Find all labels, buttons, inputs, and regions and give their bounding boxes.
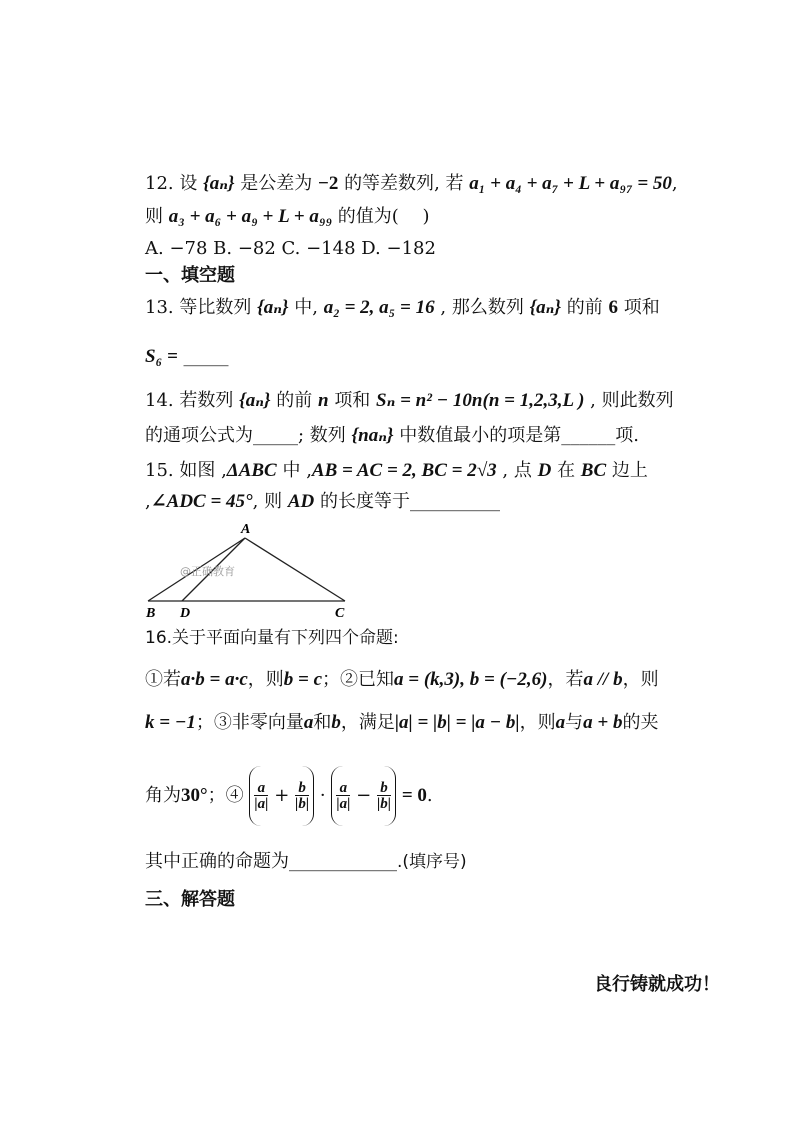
frac-a-1 [254,780,268,812]
q14-text-6: 中数值最小的项是第 [399,425,562,446]
q14-text-2: 项和 [334,390,371,411]
q14-formula: Sₙ = n² − 10n(n = 1,2,3,L ) [376,390,585,411]
q12-line-1 [145,172,678,196]
q12-condition: a₁ + a₄ + a₇ + L + a₉₇ = 50 [469,173,672,194]
q16-equals-zero: = 0 [401,785,427,806]
q12-line-2 [145,205,430,229]
q12-common-difference: −2 [318,173,339,194]
frac-den: |a| [336,796,351,812]
q16-line-4 [145,766,433,826]
frac-den: |b| [295,796,310,812]
q16-sum: a + b [583,712,623,733]
plus-sign: + [274,785,290,806]
q13-sequence-2: {aₙ} [529,297,561,318]
section-fill-in-heading [145,264,235,288]
q15-side-bc: BC [580,460,607,481]
watermark-text: @正确教育 [180,565,235,578]
q16-text-14: 其中正确的命题为 [145,851,289,872]
q12-options-text: A. −78 B. −82 C. −148 D. −182 [145,238,436,259]
q15-line-2 [145,490,500,514]
q13-prefix: 13. 等比数列 [145,297,252,318]
q12-text-3: , 若 [434,173,464,194]
q16-norm-eq: |a| = |b| = |a − b| [394,712,520,733]
q16-eq-2: b = c [283,669,323,690]
q13-answer-blank: _____ [183,346,229,367]
q16-text-12: 角为 [145,785,181,806]
q12-question: 的值为( ) [337,206,430,227]
q15-text-3: 在 [557,460,576,481]
q15-text-4: 边上 [611,460,648,481]
q16-line-1 [145,626,399,650]
q16-text-6: ；③非零向量 [195,712,304,733]
q15-line-1 [145,459,648,483]
q15-triangle-figure [140,519,360,619]
q16-text-9: ，则 [519,712,556,733]
q14-text-5: ; 数列 [298,425,346,446]
q15-triangle: ΔABC [226,460,277,481]
q16-text-5: ，则 [622,669,659,690]
q16-eq-1: a·b = a·c [181,669,248,690]
q12-sequence: {aₙ} [203,173,235,194]
q12-then: 则 [145,206,163,227]
q16-text-7: 和 [313,712,332,733]
q16-text-3: ；②已知 [322,669,395,690]
q16-text-13: ；④ [207,785,244,806]
q16-intro: 16.关于平面向量有下列四个命题: [145,628,399,648]
frac-den: |b| [377,796,392,812]
q12-text: 是公差为 [240,173,313,194]
q12-prefix: 12. 设 [145,173,198,194]
q16-paren-sum [249,766,314,826]
q13-text-2: , 那么数列 [440,297,524,318]
q15-condition: AB = AC = 2, BC = 2√3 [311,460,497,481]
q16-vec-a: a [303,712,314,733]
frac-a-2 [336,780,350,812]
frac-b-1 [295,780,309,812]
q13-line-1 [145,296,660,320]
q14-line-2 [145,424,639,448]
q14-line-1 [145,389,674,413]
q16-text-4: ，若 [547,669,584,690]
q13-s6: S₆ = [145,346,178,367]
q15-text-5: , 则 [252,491,283,512]
q15-text-6: 的长度等于 [319,491,410,512]
q16-vectors: a = (k,3), b = (−2,6) [394,669,548,690]
q15-angle: ∠ADC = 45° [150,491,253,512]
q16-parallel: a // b [583,669,623,690]
q15-point-d: D [537,460,552,481]
frac-num: b [380,780,388,796]
q14-text-3: , 则此数列 [590,390,674,411]
q12-text-2: 的等差数列 [344,173,435,194]
frac-den: |a| [254,796,269,812]
label-a: A [241,522,251,537]
q16-text-8: ，满足 [340,712,395,733]
q12-expression: a₃ + a₆ + a₉ + L + a₉₉ [168,206,333,227]
q15-answer-blank: __________ [409,491,500,512]
frac-b-2 [377,780,391,812]
q14-sequence: {aₙ} [239,390,271,411]
q16-text-1: ①若 [145,669,181,690]
label-b: B [146,606,156,619]
frac-num: a [339,780,348,796]
q14-text-7: 项. [615,425,639,446]
q12-options [145,237,436,261]
q16-text-15: .(填序号) [397,852,467,872]
q13-text: 中, [294,297,318,318]
q15-text: 中 , [282,460,312,481]
q16-text-10: 与 [565,712,584,733]
section-fill-in-title: 一、填空题 [145,265,235,286]
q15-comma: , [145,491,151,512]
section-solve-heading [145,888,235,912]
label-d: D [180,606,191,619]
q13-sequence: {aₙ} [257,297,289,318]
q13-text-4: 项和 [623,297,660,318]
q16-text-11: 的夹 [622,712,659,733]
q16-line-3 [145,711,658,735]
q14-prefix: 14. 若数列 [145,390,234,411]
q16-paren-diff [331,766,396,826]
q14-sequence-2: {naₙ} [351,425,394,446]
q16-k-value: k = −1 [145,712,196,733]
q14-text-4: 的通项公式为 [145,425,253,446]
q14-text: 的前 [276,390,313,411]
q16-text-2: ，则 [247,669,284,690]
q14-answer-blank-1: _____ [253,425,298,446]
q16-line-2 [145,668,659,692]
q16-answer-blank: ____________ [289,851,397,872]
frac-num: b [298,780,306,796]
q14-n: n [318,390,329,411]
q15-text-2: , 点 [502,460,532,481]
section-solve-title: 三、解答题 [145,889,235,910]
q16-line-5 [145,850,467,874]
q16-vec-b: b [331,712,341,733]
label-c: C [335,606,345,619]
q16-degree: 30° [181,785,208,806]
minus-sign: − [356,785,372,806]
footer-slogan [594,970,720,996]
q16-period: . [426,785,433,806]
q15-segment-ad: AD [287,491,315,512]
dot-product-sign: · [319,785,326,806]
q12-comma: , [671,173,678,194]
q16-vec-a-2: a [555,712,566,733]
q15-prefix: 15. 如图 , [145,460,227,481]
side-ac [245,538,345,601]
q13-line-2 [145,345,229,369]
q13-text-3: 的前 [566,297,603,318]
q13-condition: a₂ = 2, a₅ = 16 [323,297,435,318]
frac-num: a [257,780,266,796]
q13-count: 6 [608,297,618,318]
footer-text: 良行铸就成功！ [594,974,720,995]
q14-answer-blank-2: ______ [561,425,616,446]
